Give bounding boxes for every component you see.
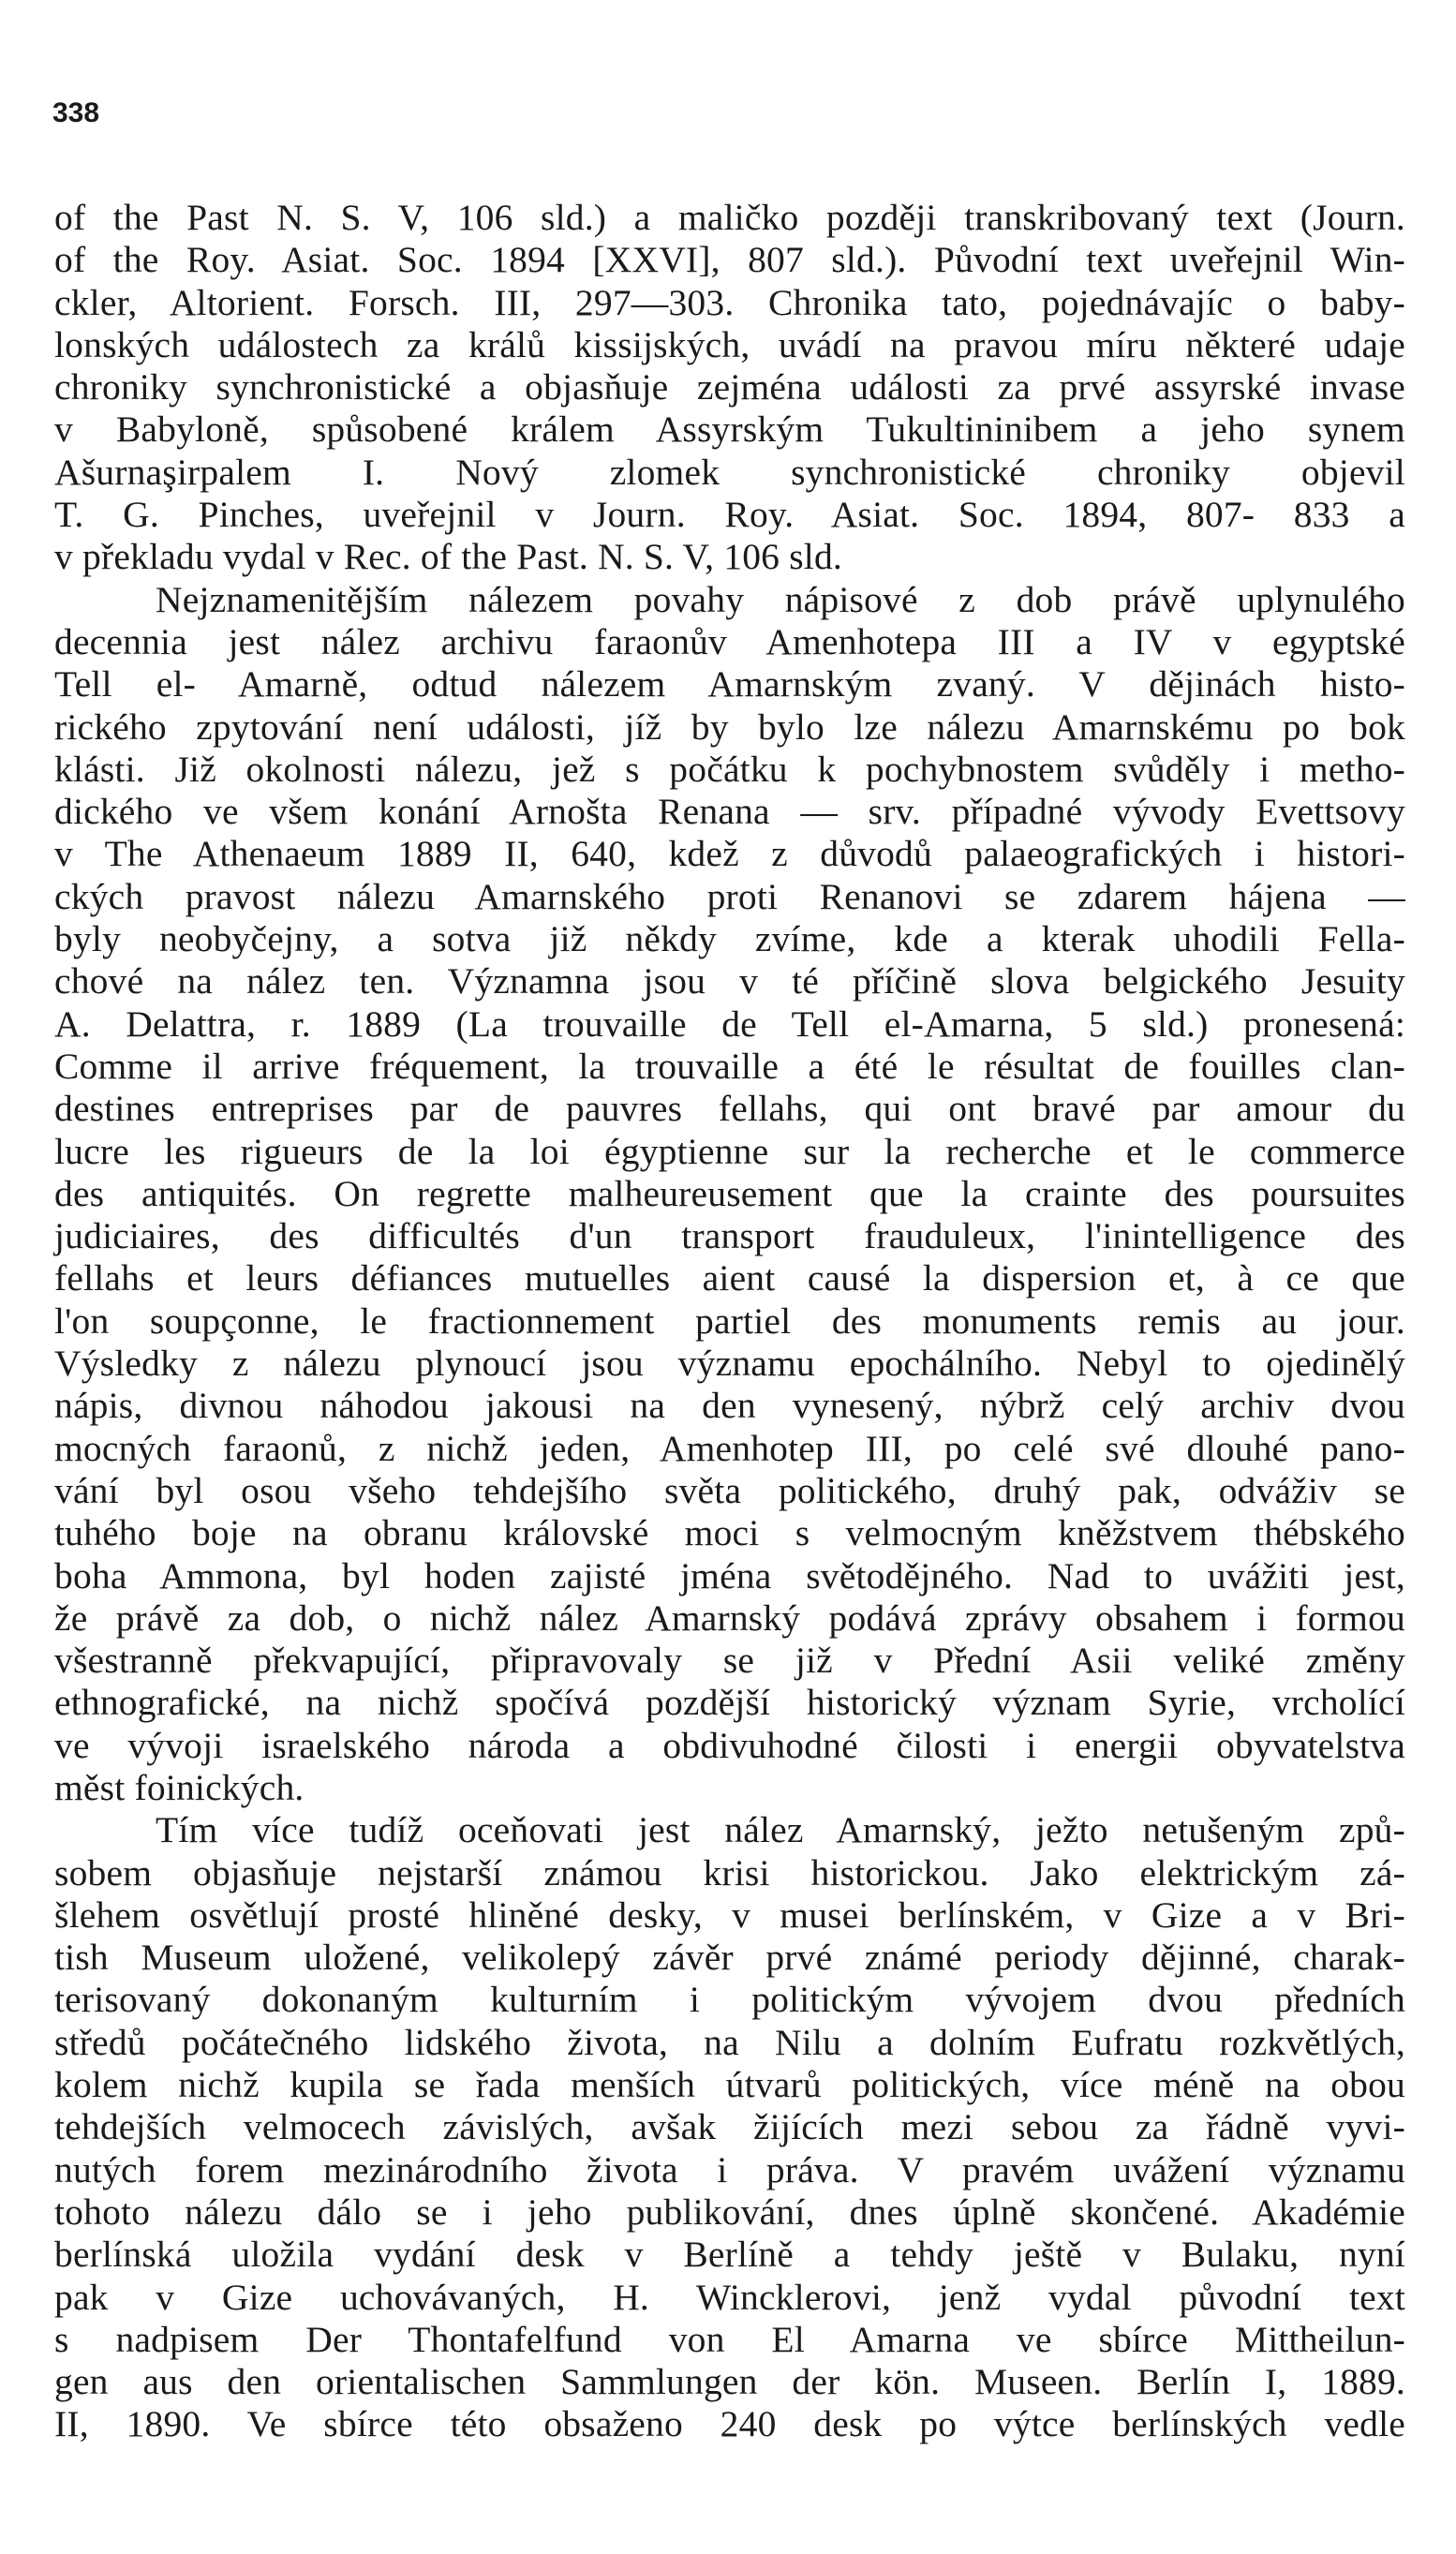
text-line: nápis, divnou náhodou jakousi na den vynesený, nýbrž celý archiv dvou bbox=[54, 1385, 1405, 1427]
paragraph bbox=[54, 1809, 1405, 2445]
text-line: tuhého boje na obranu královské moci s velmocným kněžstvem thébského bbox=[54, 1512, 1405, 1554]
text-line: sobem objasňuje nejstarší známou krisi historickou. Jako elektrickým zá- bbox=[54, 1851, 1405, 1893]
text-line: berlínská uložila vydání desk v Berlíně a tehdy ještě v Bulaku, nyní bbox=[54, 2234, 1405, 2276]
text-line: byly neobyčejny, a sotva již někdy zvíme, kde a kterak uhodili Fella- bbox=[54, 918, 1405, 960]
text-line: kolem nichž kupila se řada menších útvarů politických, více méně na obou bbox=[54, 2064, 1405, 2106]
text-line: fellahs et leurs défiances mutuelles aient causé la dispersion et, à ce que bbox=[54, 1257, 1405, 1299]
text-line: tohoto nálezu dálo se i jeho publikování, dnes úplně skončené. Akadémie bbox=[54, 2190, 1405, 2233]
text-line: l'on soupçonne, le fractionnement partiel des monuments remis au jour. bbox=[54, 1299, 1405, 1342]
text-line: des antiquités. On regrette malheureusement que la crainte des poursuites bbox=[54, 1172, 1405, 1214]
text-line: lonských událostech za králů kissijských, uvádí na pravou míru některé udaje bbox=[54, 323, 1405, 365]
text-line: ckler, Altorient. Forsch. III, 297—303. Chronika tato, pojednávajíc o baby- bbox=[54, 281, 1405, 323]
text-line: pak v Gize uchovávaných, H. Wincklerovi, jenž vydal původní text bbox=[54, 2276, 1405, 2318]
text-line: rického zpytování není události, jíž by bylo lze nálezu Amarnskému po bok bbox=[54, 705, 1405, 748]
text-line: nutých forem mezinárodního života i práva. V pravém uvážení významu bbox=[54, 2148, 1405, 2190]
text-line: destines entreprises par de pauvres fellahs, qui ont bravé par amour du bbox=[54, 1088, 1405, 1130]
text-line: gen aus den orientalischen Sammlungen der kön. Museen. Berlín I, 1889. bbox=[54, 2361, 1405, 2403]
text-line: všestranně překvapující, připravovaly se již v Přední Asii veliké změny bbox=[54, 1640, 1405, 1682]
text-line: Tím více tudíž oceňovati jest nález Amarnský, ježto netušeným způ- bbox=[156, 1809, 1405, 1851]
page-number: 338 bbox=[52, 97, 100, 128]
text-line: chové na nález ten. Významna jsou v té příčině slova belgického Jesuity bbox=[54, 960, 1405, 1002]
text-line: lucre les rigueurs de la loi égyptienne sur la recherche et le commerce bbox=[54, 1130, 1405, 1172]
text-line: měst foinických. bbox=[54, 1766, 305, 1808]
text-line: středů počátečného lidského života, na Nilu a dolním Eufratu rozkvětlých, bbox=[54, 2021, 1405, 2063]
text-line: že právě za dob, o nichž nález Amarnský podává zprávy obsahem i formou bbox=[54, 1596, 1405, 1639]
text-line: T. G. Pinches, uveřejnil v Journ. Roy. Asiat. Soc. 1894, 807- 833 a bbox=[54, 494, 1405, 536]
paragraph bbox=[54, 579, 1405, 1810]
text-line: chroniky synchronistické a objasňuje zejména události za prvé assyrské invase bbox=[54, 366, 1405, 408]
text-line: Comme il arrive fréquement, la trouvaille a été le résultat de fouilles clan- bbox=[54, 1045, 1405, 1087]
text-line: ve vývoji israelského národa a obdivuhodné čilosti i energii obyvatelstva bbox=[54, 1724, 1405, 1766]
text-line: tish Museum uložené, velikolepý závěr prvé známé periody dějinné, charak- bbox=[54, 1937, 1405, 1979]
text-line: dického ve všem konání Arnošta Renana — srv. případné vývody Evettsovy bbox=[54, 791, 1405, 833]
text-line: Ašurnaşirpalem I. Nový zlomek synchronistické chroniky objevil bbox=[54, 451, 1405, 493]
paragraph bbox=[54, 197, 1405, 579]
text-line: vání byl osou všeho tehdejšího světa politického, druhý pak, odváživ se bbox=[54, 1469, 1405, 1511]
text-line: s nadpisem Der Thontafelfund von El Amarna ve sbírce Mittheilun- bbox=[54, 2318, 1405, 2360]
text-line: terisovaný dokonaným kulturním i politickým vývojem dvou předních bbox=[54, 1979, 1405, 2021]
text-line: klásti. Již okolnosti nálezu, jež s počátku k pochybnostem svůděly i metho- bbox=[54, 748, 1405, 790]
text-line: Nejznamenitějším nálezem povahy nápisové z dob právě uplynulého bbox=[156, 578, 1405, 620]
text-line: v The Athenaeum 1889 II, 640, kdež z důvodů palaeografických i histori- bbox=[54, 833, 1405, 875]
text-line: boha Ammona, byl hoden zajisté jména světodějného. Nad to uvážiti jest, bbox=[54, 1554, 1405, 1596]
text-line: judiciaires, des difficultés d'un transport frauduleux, l'inintelligence des bbox=[54, 1215, 1405, 1257]
text-line: ethnografické, na nichž spočívá pozdější historický význam Syrie, vrcholící bbox=[54, 1682, 1405, 1724]
text-line: v překladu vydal v Rec. of the Past. N. S. V, 106 sld. bbox=[54, 536, 842, 578]
text-line: Výsledky z nálezu plynoucí jsou významu epochálního. Nebyl to ojedinělý bbox=[54, 1343, 1405, 1385]
body-text bbox=[54, 197, 1405, 2446]
text-line: II, 1890. Ve sbírce této obsaženo 240 desk po výtce berlínských vedle bbox=[54, 2403, 1405, 2445]
text-line: A. Delattra, r. 1889 (La trouvaille de Tell el-Amarna, 5 sld.) pronesená: bbox=[54, 1002, 1405, 1045]
text-line: v Babyloně, spůsobené králem Assyrským Tukultininibem a jeho synem bbox=[54, 408, 1405, 451]
text-line: decennia jest nález archivu faraonův Amenhotepa III a IV v egyptské bbox=[54, 620, 1405, 662]
text-line: Tell el- Amarně, odtud nálezem Amarnským zvaný. V dějinách histo- bbox=[54, 663, 1405, 705]
text-line: of the Past N. S. V, 106 sld.) a maličko později transkribovaný text (Journ. bbox=[54, 197, 1405, 238]
text-line: mocných faraonů, z nichž jeden, Amenhotep III, po celé své dlouhé pano- bbox=[54, 1427, 1405, 1469]
text-line: šlehem osvětlují prosté hliněné desky, v musei berlínském, v Gize a v Bri- bbox=[54, 1893, 1405, 1936]
text-line: ckých pravost nálezu Amarnského proti Renanovi se zdarem hájena — bbox=[54, 875, 1405, 917]
text-line: tehdejších velmocech závislých, avšak žijících mezi sebou za řádně vyvi- bbox=[54, 2106, 1405, 2148]
text-line: of the Roy. Asiat. Soc. 1894 [XXVI], 807 sld.). Původní text uveřejnil Win- bbox=[54, 239, 1405, 281]
